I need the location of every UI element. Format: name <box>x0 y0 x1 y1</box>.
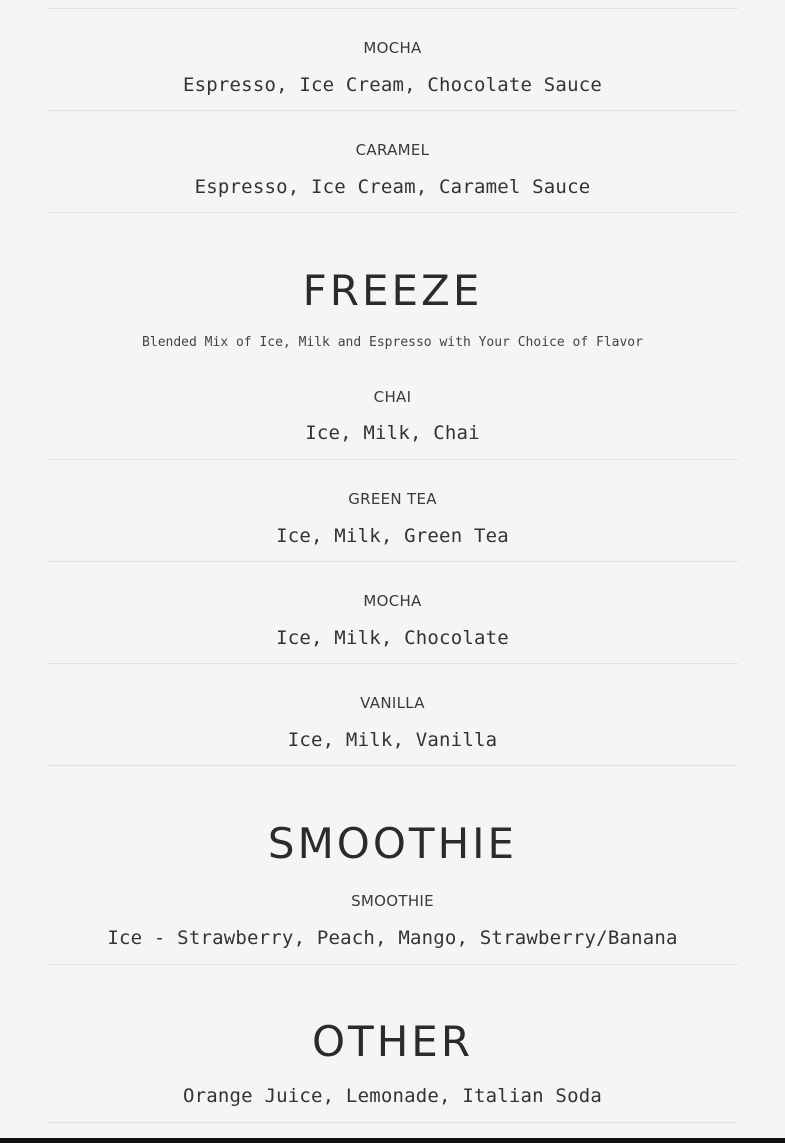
divider <box>47 964 738 965</box>
divider <box>47 1122 738 1123</box>
menu-item-description: Ice, Milk, Chai <box>305 422 480 444</box>
divider <box>47 8 738 9</box>
divider <box>47 765 738 766</box>
menu-item-name: SMOOTHIE <box>351 892 434 910</box>
section-title-freeze: FREEZE <box>302 266 483 315</box>
menu-item-description: Orange Juice, Lemonade, Italian Soda <box>182 1085 602 1107</box>
section-title-smoothie: SMOOTHIE <box>267 819 518 868</box>
menu-item-name: GREEN TEA <box>348 490 437 508</box>
section-title-other: OTHER <box>311 1017 473 1066</box>
divider <box>47 459 738 460</box>
menu-item-name: CHAI <box>373 388 412 406</box>
menu-item-name: MOCHA <box>363 592 422 610</box>
footer-bar <box>0 1138 785 1143</box>
menu-item-name: CARAMEL <box>355 141 430 159</box>
section-subtitle-freeze: Blended Mix of Ice, Milk and Espresso with Your Choice of Flavor <box>142 335 643 350</box>
menu-item-name: VANILLA <box>360 694 425 712</box>
menu-item-description: Ice, Milk, Chocolate <box>276 627 509 649</box>
menu-item-description: Ice - Strawberry, Peach, Mango, Strawberry/Banana <box>107 927 678 949</box>
divider <box>47 663 738 664</box>
menu-item-description: Ice, Milk, Green Tea <box>276 525 509 547</box>
menu-item-description: Ice, Milk, Vanilla <box>287 729 498 751</box>
divider <box>47 561 738 562</box>
menu-item-description: Espresso, Ice Cream, Caramel Sauce <box>194 176 591 198</box>
divider <box>47 212 738 213</box>
menu-item-description: Espresso, Ice Cream, Chocolate Sauce <box>182 74 602 96</box>
divider <box>47 110 738 111</box>
menu-item-name: MOCHA <box>363 39 422 57</box>
